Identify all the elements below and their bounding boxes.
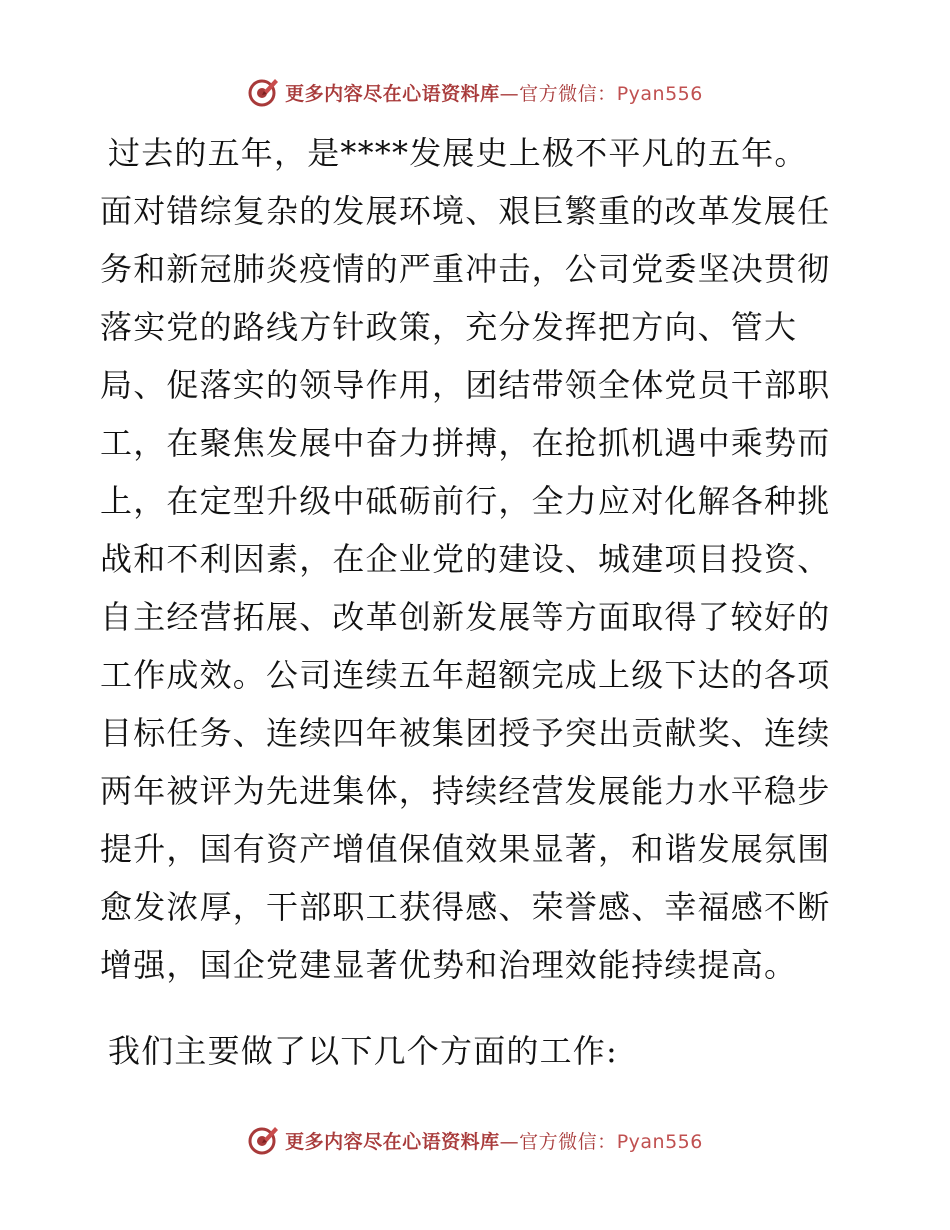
header-separator: — bbox=[499, 82, 520, 105]
header-brand-text: 更多内容尽在心语资料库 bbox=[285, 82, 500, 105]
footer-separator: — bbox=[499, 1130, 520, 1153]
footer-wechat-label: 官方微信： bbox=[519, 1130, 617, 1153]
closing-line: 我们主要做了以下几个方面的工作: bbox=[108, 1032, 618, 1070]
header-wechat-id: Pyan556 bbox=[616, 82, 703, 105]
paragraph-line: 提升，国有资产增值保值效果显著，和谐发展氛围 bbox=[100, 830, 831, 868]
document-body bbox=[100, 124, 855, 1080]
paragraph-line: 落实党的路线方针政策，充分发挥把方向、管大 bbox=[100, 308, 798, 346]
paragraph-line: 自主经营拓展、改革创新发展等方面取得了较好的 bbox=[100, 598, 831, 636]
pen-logo-icon bbox=[247, 76, 279, 108]
footer-wechat-id: Pyan556 bbox=[616, 1130, 703, 1153]
footer-banner bbox=[0, 1120, 950, 1160]
header-banner-text bbox=[285, 79, 703, 106]
header-banner bbox=[0, 72, 950, 112]
paragraph-line: 两年被评为先进集体，持续经营发展能力水平稳步 bbox=[100, 772, 831, 810]
paragraph-line: 工，在聚焦发展中奋力拼搏，在抢抓机遇中乘势而 bbox=[100, 424, 831, 462]
paragraph-line: 过去的五年，是****发展史上极不平凡的五年。 bbox=[108, 134, 808, 172]
footer-brand-text: 更多内容尽在心语资料库 bbox=[285, 1130, 500, 1153]
paragraph-line: 工作成效。公司连续五年超额完成上级下达的各项 bbox=[100, 656, 831, 694]
paragraph-line: 战和不利因素，在企业党的建设、城建项目投资、 bbox=[100, 540, 831, 578]
footer-banner-text bbox=[285, 1127, 703, 1154]
pen-logo-icon bbox=[247, 1124, 279, 1156]
paragraph-line: 增强，国企党建显著优势和治理效能持续提高。 bbox=[100, 946, 798, 984]
header-wechat-label: 官方微信： bbox=[519, 82, 617, 105]
paragraph-line: 面对错综复杂的发展环境、艰巨繁重的改革发展任 bbox=[100, 192, 831, 230]
paragraph-line: 局、促落实的领导作用，团结带领全体党员干部职 bbox=[100, 366, 831, 404]
paragraph-line: 愈发浓厚，干部职工获得感、荣誉感、幸福感不断 bbox=[100, 888, 831, 926]
paragraph-line: 上，在定型升级中砥砺前行，全力应对化解各种挑 bbox=[100, 482, 831, 520]
paragraph-line: 务和新冠肺炎疫情的严重冲击，公司党委坚决贯彻 bbox=[100, 250, 831, 288]
paragraph-line: 目标任务、连续四年被集团授予突出贡献奖、连续 bbox=[100, 714, 831, 752]
